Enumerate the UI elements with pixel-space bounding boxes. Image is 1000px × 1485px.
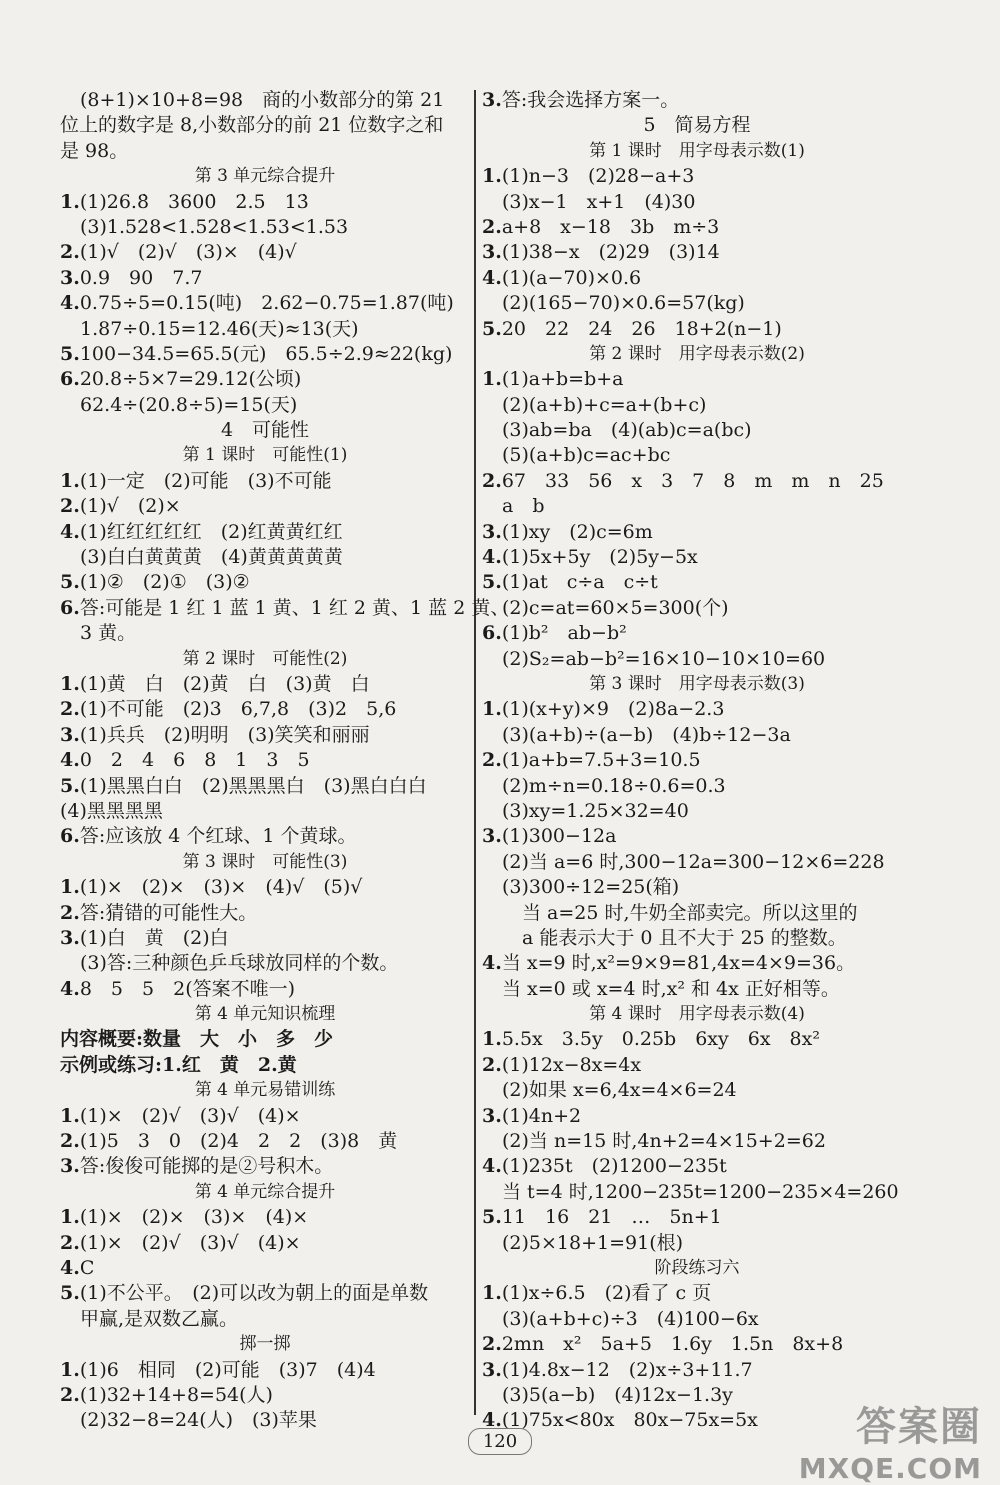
answer-text: 第 3 课时 用字母表示数(3)	[589, 673, 805, 694]
section-heading	[482, 1002, 912, 1027]
question-number: 2.	[482, 1333, 502, 1356]
question-number: 4.	[60, 977, 80, 1000]
question-number: 5.	[482, 571, 502, 594]
answer-line	[60, 824, 470, 849]
watermark-site: MXQE.COM	[798, 1452, 982, 1485]
answer-text: 答:应该放 4 个红球、1 个黄球。	[79, 825, 357, 848]
answer-text: 第 2 课时 用字母表示数(2)	[589, 343, 805, 364]
answer-text: (2)当 a=6 时,300−12a=300−12×6=228	[502, 850, 885, 873]
answer-text: (3)白白黄黄黄 (4)黄黄黄黄黄	[80, 546, 343, 569]
answer-text: 3 黄。	[80, 622, 137, 645]
answer-text: 第 4 单元易错训练	[194, 1080, 336, 1101]
answer-text: 示例或练习:1.红 黄 2.黄	[60, 1053, 297, 1076]
right-column	[482, 88, 912, 1434]
answer-line	[60, 1281, 470, 1306]
section-heading	[482, 1256, 912, 1281]
answer-line	[60, 901, 470, 926]
question-number: 1.	[482, 1028, 502, 1051]
question-number: 4.	[60, 1256, 80, 1279]
answer-line	[60, 1053, 470, 1078]
answer-line	[60, 190, 470, 215]
answer-text: 掷一掷	[239, 1334, 291, 1355]
question-number: 3.	[482, 241, 502, 264]
question-number: 2.	[60, 698, 80, 721]
answer-text: (1)12x−8x=4x	[501, 1053, 642, 1076]
answer-text: 答:俊俊可能掷的是②号积木。	[79, 1155, 334, 1178]
question-number: 1.	[482, 368, 502, 391]
answer-text: 第 1 课时 可能性(1)	[182, 445, 348, 466]
answer-line	[60, 697, 470, 722]
answer-text: (1)a+b=b+a	[501, 368, 624, 391]
question-number: 4.	[482, 546, 502, 569]
answer-text: (1)× (2)√ (3)√ (4)×	[79, 1231, 301, 1254]
question-number: 1.	[482, 698, 502, 721]
answer-text: a b	[502, 495, 545, 518]
section-heading	[482, 342, 912, 367]
answer-text: (1)75x<80x 80x−75x=5x	[501, 1409, 758, 1432]
question-number: 2.	[482, 469, 502, 492]
answer-text: (1)x÷6.5 (2)看了 c 页	[501, 1282, 712, 1305]
answer-line	[60, 215, 470, 240]
answer-line	[482, 1078, 912, 1103]
answer-text: a+8 x−18 3b m÷3	[501, 215, 720, 238]
answer-line	[60, 545, 470, 570]
answer-text: (1)5x+5y (2)5y−5x	[501, 546, 698, 569]
answer-text: 第 4 课时 用字母表示数(4)	[589, 1004, 805, 1025]
answer-text: 0 2 4 6 8 1 3 5	[79, 749, 310, 772]
answer-line	[482, 723, 912, 748]
answer-line	[482, 621, 912, 646]
answer-text: (1)a+b=7.5+3=10.5	[501, 749, 701, 772]
answer-line	[60, 1383, 470, 1408]
section-heading	[60, 647, 470, 672]
answer-line	[60, 342, 470, 367]
answer-text: 0.9 90 7.7	[79, 266, 203, 289]
answer-text: 第 4 单元知识梳理	[194, 1004, 336, 1025]
answer-line	[60, 520, 470, 545]
answer-text: (2)当 n=15 时,4n+2=4×15+2=62	[502, 1130, 826, 1153]
answer-line	[482, 799, 912, 824]
answer-text: (1)不公平。 (2)可以改为朝上的面是单数	[79, 1282, 429, 1305]
answer-text: (3)ab=ba (4)(ab)c=a(bc)	[502, 419, 752, 442]
answer-text: (2)(165−70)×0.6=57(kg)	[502, 292, 745, 315]
answer-line	[482, 266, 912, 291]
answer-text: (5)(a+b)c=ac+bc	[502, 444, 671, 467]
answer-text: (2)c=at=60×5=300(个)	[502, 596, 729, 619]
question-number: 4.	[482, 1155, 502, 1178]
section-heading	[60, 1002, 470, 1027]
answer-line	[60, 1104, 470, 1129]
answer-text: (1)n−3 (2)28−a+3	[501, 165, 695, 188]
answer-line	[60, 748, 470, 773]
answer-line	[60, 951, 470, 976]
answer-text: (2)5×18+1=91(根)	[502, 1231, 684, 1254]
question-number: 5.	[60, 774, 80, 797]
answer-line	[60, 1205, 470, 1230]
answer-text: (3)xy=1.25×32=40	[502, 799, 689, 822]
answer-text: (1)235t (2)1200−235t	[501, 1155, 727, 1178]
question-number: 6.	[60, 368, 80, 391]
question-number: 1.	[60, 1104, 80, 1127]
question-number: 1.	[60, 672, 80, 695]
question-number: 1.	[60, 1206, 80, 1229]
section-heading	[60, 850, 470, 875]
watermark	[799, 1395, 982, 1485]
answer-line	[60, 113, 470, 138]
answer-line	[482, 1104, 912, 1129]
answer-text: (1)6 相同 (2)可能 (3)7 (4)4	[79, 1358, 376, 1381]
question-number: 6.	[482, 622, 502, 645]
answer-line	[60, 977, 470, 1002]
question-number: 2.	[60, 1383, 80, 1406]
answer-line	[60, 494, 470, 519]
question-number: 3.	[482, 89, 502, 111]
answer-text: (3)(a+b+c)÷3 (4)100−6x	[502, 1307, 759, 1330]
answer-line	[482, 1231, 912, 1256]
answer-text: 1.87÷0.15=12.46(天)≈13(天)	[80, 317, 359, 340]
answer-text: 第 2 课时 可能性(2)	[182, 648, 348, 669]
answer-text: 100−34.5=65.5(元) 65.5÷2.9≈22(kg)	[79, 342, 453, 365]
answer-line	[482, 469, 912, 494]
answer-text: (3)5(a−b) (4)12x−1.3y	[502, 1383, 733, 1406]
watermark-logo: 答案圈	[856, 1404, 982, 1450]
answer-line	[482, 367, 912, 392]
answer-line	[482, 215, 912, 240]
answer-text: 第 1 课时 用字母表示数(1)	[589, 140, 805, 161]
answer-text: 答:猜错的可能性大。	[79, 901, 258, 924]
answer-text: 是 98。	[60, 139, 129, 162]
answer-line	[482, 824, 912, 849]
answer-line	[482, 1332, 912, 1357]
answer-text: (1)(a−70)×0.6	[501, 266, 642, 289]
answer-text: (1)at c÷a c÷t	[501, 571, 658, 594]
answer-line	[482, 748, 912, 773]
answer-text: (3)(a+b)÷(a−b) (4)b÷12−3a	[502, 723, 791, 746]
question-number: 2.	[482, 749, 502, 772]
answer-text: (1)不可能 (2)3 6,7,8 (3)2 5,6	[79, 698, 397, 721]
answer-line	[60, 1154, 470, 1179]
section-heading	[60, 443, 470, 468]
answer-line	[482, 1027, 912, 1052]
answer-line	[60, 317, 470, 342]
answer-text: 8 5 5 2(答案不唯一)	[79, 977, 296, 1000]
answer-text: C	[79, 1256, 95, 1279]
question-number: 4.	[60, 292, 80, 315]
question-number: 5.	[60, 342, 80, 365]
question-number: 5.	[60, 571, 80, 594]
answer-line	[60, 1027, 470, 1052]
question-number: 3.	[482, 825, 502, 848]
answer-text: 内容概要:数量 大 小 多 少	[60, 1028, 334, 1051]
question-number: 1.	[482, 1282, 502, 1305]
question-number: 1.	[60, 190, 80, 213]
answer-text: 第 3 课时 可能性(3)	[182, 851, 348, 872]
answer-line	[482, 1358, 912, 1383]
answer-text: (1)兵兵 (2)明明 (3)笑笑和丽丽	[79, 723, 370, 746]
answer-text: (3)1.528<1.528<1.53<1.53	[80, 215, 349, 238]
answer-text: (1)黄 白 (2)黄 白 (3)黄 白	[79, 672, 370, 695]
answer-text: 当 x=0 或 x=4 时,x² 和 4x 正好相等。	[502, 977, 840, 1000]
answer-line	[482, 570, 912, 595]
question-number: 3.	[60, 266, 80, 289]
section-heading	[482, 113, 912, 138]
answer-text: 11 16 21 … 5n+1	[501, 1206, 722, 1229]
question-number: 3.	[60, 1155, 80, 1178]
answer-text: (1)26.8̇ 3600̇ 2̇.5 13̇	[79, 190, 309, 213]
answer-line	[482, 1154, 912, 1179]
answer-line	[482, 240, 912, 265]
answer-text: (1)红红红红红 (2)红黄黄红红	[79, 520, 343, 543]
column-divider	[474, 90, 476, 1415]
answer-line	[482, 545, 912, 570]
question-number: 5.	[60, 1282, 80, 1305]
answer-text: (2)S₂=ab−b²=16×10−10×10=60	[502, 647, 826, 670]
answer-text: (1)√ (2)×	[79, 495, 181, 518]
question-number: 2.	[60, 901, 80, 924]
question-number: 5.	[482, 317, 502, 340]
answer-line	[482, 1180, 912, 1205]
answer-line	[60, 774, 470, 799]
question-number: 3.	[60, 926, 80, 949]
answer-text: 位上的数字是 8,小数部分的前 21 位数字之和	[60, 114, 444, 137]
question-number: 4.	[482, 952, 502, 975]
section-heading	[60, 1078, 470, 1103]
answer-text: 当 x=9 时,x²=9×9=81,4x=4×9=36。	[501, 952, 856, 975]
answer-text: 第 3 单元综合提升	[194, 166, 336, 187]
question-number: 2.	[482, 215, 502, 238]
question-number: 1.	[60, 1358, 80, 1381]
question-number: 4.	[60, 520, 80, 543]
left-column	[60, 88, 510, 1434]
answer-line	[60, 875, 470, 900]
answer-line	[482, 697, 912, 722]
section-heading	[60, 418, 470, 443]
answer-text: (2)32−8=24(人) (3)苹果	[80, 1409, 317, 1432]
answer-line	[60, 926, 470, 951]
answer-text: 4 可能性	[220, 419, 310, 442]
answer-line	[482, 88, 912, 113]
answer-text: (1)38−x (2)29 (3)14	[501, 241, 720, 264]
question-number: 2.	[60, 495, 80, 518]
answer-text: (4)黑黑黑黑	[60, 799, 163, 822]
question-number: 2.	[60, 1231, 80, 1254]
answer-line	[482, 596, 912, 621]
section-heading	[60, 1180, 470, 1205]
page-number: 120	[0, 1428, 1000, 1455]
answer-text: 2mn x² 5a+5 1.6y 1.5n 8x+8	[501, 1333, 844, 1356]
answer-text: (1)× (2)× (3)× (4)√ (5)√	[79, 876, 363, 899]
answer-line	[60, 621, 470, 646]
answer-line	[60, 672, 470, 697]
answer-text: 当 a=25 时,牛奶全部卖完。所以这里的	[522, 901, 858, 924]
answer-line	[60, 266, 470, 291]
question-number: 2.	[60, 241, 80, 264]
answer-line	[482, 1307, 912, 1332]
answer-line	[482, 418, 912, 443]
answer-text: (2)m÷n=0.18÷0.6=0.3	[502, 774, 726, 797]
answer-line	[482, 951, 912, 976]
answer-line	[60, 291, 470, 316]
question-number: 4.	[482, 1409, 502, 1432]
answer-text: 67 33 56 x 3 7 8 m m n 25	[501, 469, 884, 492]
answer-text: 20 22 24 26 18+2(n−1)	[501, 317, 782, 340]
answer-line	[60, 393, 470, 418]
answer-line	[482, 850, 912, 875]
answer-line	[482, 1053, 912, 1078]
answer-text: (2)如果 x=6,4x=4×6=24	[502, 1079, 737, 1102]
answer-text: (1)白 黄 (2)白	[79, 926, 229, 949]
answer-line	[482, 190, 912, 215]
answer-text: 答:我会选择方案一。	[501, 89, 680, 111]
answer-line	[60, 596, 510, 621]
answer-line	[60, 799, 470, 824]
answer-line	[60, 1129, 470, 1154]
answer-text: a 能表示大于 0 且不大于 25 的整数。	[522, 926, 847, 949]
answer-line	[482, 901, 912, 926]
answer-line	[482, 774, 912, 799]
question-number: 2.	[60, 1130, 80, 1153]
section-heading	[482, 139, 912, 164]
answer-text: (1)xy (2)c=6m	[501, 520, 653, 543]
answer-text: 甲赢,是双数乙赢。	[80, 1307, 239, 1330]
answer-line	[60, 1307, 470, 1332]
answer-text: (1)300−12a	[501, 825, 617, 848]
answer-text: (1)5 3 0 (2)4 2 2 (3)8 黄	[79, 1130, 398, 1153]
answer-text: 答:可能是 1 红 1 蓝 1 黄、1 红 2 黄、1 蓝 2 黄、	[79, 596, 510, 619]
answer-text: (1)√ (2)√ (3)× (4)√	[79, 241, 297, 264]
answer-text: 62.4÷(20.8÷5)=15(天)	[80, 393, 298, 416]
answer-text: 阶段练习六	[654, 1257, 740, 1278]
answer-text: (3)300÷12=25(箱)	[502, 876, 680, 899]
answer-line	[482, 926, 912, 951]
answer-line	[60, 240, 470, 265]
answer-text: (1)黑黑白白 (2)黑黑黑白 (3)黑白白白	[79, 774, 427, 797]
question-number: 6.	[60, 825, 80, 848]
question-number: 1.	[482, 165, 502, 188]
answer-text: (3)答:三种颜色乒乓球放同样的个数。	[80, 952, 399, 975]
answer-line	[482, 317, 912, 342]
answer-line	[482, 164, 912, 189]
answer-line	[60, 88, 470, 113]
section-heading	[482, 672, 912, 697]
answer-text: (1)× (2)√ (3)√ (4)×	[79, 1104, 301, 1127]
answer-line	[482, 443, 912, 468]
answer-line	[482, 1281, 912, 1306]
question-number: 3.	[60, 723, 80, 746]
answer-line	[482, 977, 912, 1002]
answer-text: (1)b² ab−b²	[501, 622, 627, 645]
answer-line	[60, 1231, 470, 1256]
answer-text: (1)② (2)① (3)②	[79, 571, 250, 594]
question-number: 1.	[60, 469, 80, 492]
answer-text: (1)(x+y)×9 (2)8a−2.3	[501, 698, 725, 721]
question-number: 4.	[482, 266, 502, 289]
answer-line	[60, 367, 470, 392]
answer-text: 5 简易方程	[643, 114, 751, 137]
question-number: 2.	[482, 1053, 502, 1076]
section-heading	[60, 164, 470, 189]
answer-text: 20.8÷5×7=29.12(公顷)	[79, 368, 302, 391]
answer-line	[482, 1205, 912, 1230]
answer-line	[60, 570, 470, 595]
question-number: 6.	[60, 596, 80, 619]
answer-text: 当 t=4 时,1200−235t=1200−235×4=260	[502, 1180, 899, 1203]
answer-text: 5.5x 3.5y 0.25b 6xy 6x 8x²	[501, 1028, 820, 1051]
answer-text: (1)× (2)× (3)× (4)×	[79, 1206, 309, 1229]
question-number: 3.	[482, 1358, 502, 1381]
question-number: 3.	[482, 520, 502, 543]
answer-text: (2)(a+b)+c=a+(b+c)	[502, 393, 707, 416]
answer-line	[60, 139, 470, 164]
answer-line	[482, 1129, 912, 1154]
section-heading	[60, 1332, 470, 1357]
answer-line	[482, 291, 912, 316]
answer-text: (1)4.8x−12 (2)x÷3+11.7	[501, 1358, 753, 1381]
answer-line	[482, 393, 912, 418]
answer-text: (1)一定 (2)可能 (3)不可能	[79, 469, 332, 492]
answer-text: (8+1)×10+8=98 商的小数部分的第 21	[80, 89, 445, 111]
question-number: 5.	[482, 1206, 502, 1229]
answer-line	[482, 494, 912, 519]
answer-line	[60, 469, 470, 494]
answer-text: (3)x−1 x+1 (4)30	[502, 190, 696, 213]
question-number: 1.	[60, 876, 80, 899]
answer-text: (1)32+14+8=54(人)	[79, 1383, 273, 1406]
answer-line	[60, 1358, 470, 1383]
answer-text: 第 4 单元综合提升	[194, 1181, 336, 1202]
answer-text: (1)4n+2	[501, 1104, 582, 1127]
answer-line	[60, 723, 470, 748]
question-number: 4.	[60, 749, 80, 772]
answer-line	[60, 1256, 470, 1281]
answer-line	[482, 875, 912, 900]
answer-text: 0.75÷5=0.15(吨) 2.62−0.75=1.87(吨)	[79, 292, 454, 315]
answer-line	[482, 520, 912, 545]
question-number: 3.	[482, 1104, 502, 1127]
answer-line	[482, 647, 912, 672]
